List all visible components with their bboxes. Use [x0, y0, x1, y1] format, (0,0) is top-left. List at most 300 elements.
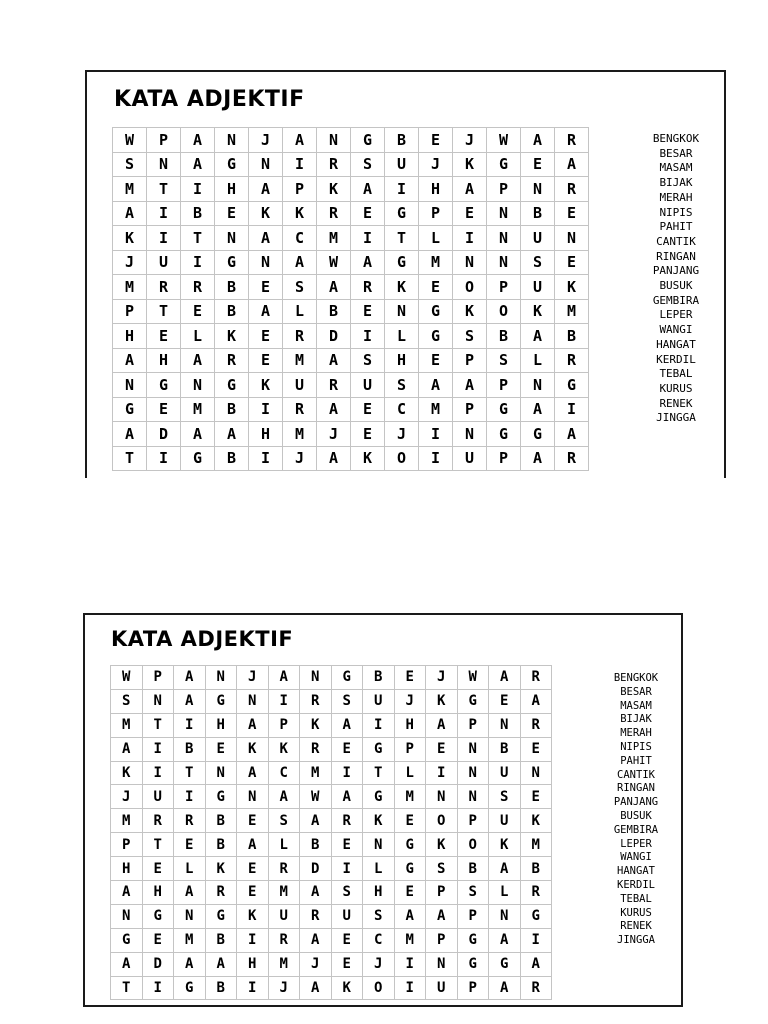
grid-cell[interactable]: M	[300, 761, 332, 785]
grid-cell[interactable]: J	[419, 152, 453, 177]
grid-cell[interactable]: K	[249, 201, 283, 226]
grid-cell[interactable]: T	[363, 761, 395, 785]
grid-cell[interactable]: K	[215, 324, 249, 349]
grid-cell[interactable]: K	[268, 737, 300, 761]
grid-cell[interactable]: U	[268, 904, 300, 928]
grid-cell[interactable]: O	[385, 446, 419, 471]
grid-cell[interactable]: I	[453, 226, 487, 251]
grid-cell[interactable]: P	[457, 713, 489, 737]
grid-cell[interactable]: R	[555, 348, 589, 373]
grid-cell[interactable]: R	[300, 737, 332, 761]
grid-cell[interactable]: S	[331, 881, 363, 905]
grid-cell[interactable]: A	[453, 373, 487, 398]
grid-cell[interactable]: K	[385, 275, 419, 300]
grid-cell[interactable]: I	[249, 397, 283, 422]
grid-cell[interactable]: S	[268, 809, 300, 833]
grid-cell[interactable]: B	[363, 666, 395, 690]
grid-cell[interactable]: T	[147, 177, 181, 202]
grid-cell[interactable]: A	[249, 177, 283, 202]
grid-cell[interactable]: I	[181, 250, 215, 275]
grid-cell[interactable]: A	[489, 928, 521, 952]
grid-cell[interactable]: G	[142, 904, 174, 928]
grid-cell[interactable]: G	[487, 397, 521, 422]
grid-cell[interactable]: N	[453, 250, 487, 275]
grid-cell[interactable]: A	[268, 785, 300, 809]
grid-cell[interactable]: I	[419, 422, 453, 447]
grid-cell[interactable]: K	[237, 737, 269, 761]
grid-cell[interactable]: R	[283, 397, 317, 422]
grid-cell[interactable]: P	[147, 128, 181, 153]
grid-cell[interactable]: P	[457, 809, 489, 833]
grid-cell[interactable]: U	[331, 904, 363, 928]
grid-cell[interactable]: O	[487, 299, 521, 324]
grid-cell[interactable]: R	[142, 809, 174, 833]
grid-cell[interactable]: S	[426, 857, 458, 881]
grid-cell[interactable]: A	[174, 689, 206, 713]
grid-cell[interactable]: A	[237, 713, 269, 737]
grid-cell[interactable]: I	[142, 761, 174, 785]
grid-cell[interactable]: E	[249, 348, 283, 373]
grid-cell[interactable]: O	[453, 275, 487, 300]
grid-cell[interactable]: G	[555, 373, 589, 398]
grid-cell[interactable]: N	[363, 833, 395, 857]
grid-cell[interactable]: G	[113, 397, 147, 422]
grid-cell[interactable]: P	[426, 928, 458, 952]
grid-cell[interactable]: J	[385, 422, 419, 447]
grid-cell[interactable]: E	[394, 881, 426, 905]
grid-cell[interactable]: L	[268, 833, 300, 857]
grid-cell[interactable]: E	[426, 737, 458, 761]
grid-cell[interactable]: A	[249, 226, 283, 251]
grid-cell[interactable]: G	[394, 833, 426, 857]
grid-cell[interactable]: K	[520, 809, 552, 833]
grid-cell[interactable]: S	[351, 152, 385, 177]
grid-cell[interactable]: S	[489, 785, 521, 809]
grid-cell[interactable]: N	[453, 422, 487, 447]
grid-cell[interactable]: J	[113, 250, 147, 275]
grid-cell[interactable]: P	[426, 881, 458, 905]
grid-cell[interactable]: J	[300, 952, 332, 976]
grid-cell[interactable]: L	[174, 857, 206, 881]
grid-cell[interactable]: E	[419, 275, 453, 300]
grid-cell[interactable]: T	[111, 976, 143, 1000]
grid-cell[interactable]: N	[205, 666, 237, 690]
grid-cell[interactable]: W	[457, 666, 489, 690]
grid-cell[interactable]: S	[283, 275, 317, 300]
grid-cell[interactable]: U	[283, 373, 317, 398]
grid-cell[interactable]: N	[520, 761, 552, 785]
grid-cell[interactable]: K	[331, 976, 363, 1000]
grid-cell[interactable]: N	[300, 666, 332, 690]
grid-cell[interactable]: N	[487, 201, 521, 226]
grid-cell[interactable]: C	[363, 928, 395, 952]
grid-cell[interactable]: P	[487, 446, 521, 471]
grid-cell[interactable]: K	[205, 857, 237, 881]
grid-cell[interactable]: L	[521, 348, 555, 373]
grid-cell[interactable]: G	[457, 689, 489, 713]
grid-cell[interactable]: K	[489, 833, 521, 857]
grid-cell[interactable]: D	[317, 324, 351, 349]
grid-cell[interactable]: A	[174, 666, 206, 690]
grid-cell[interactable]: A	[237, 761, 269, 785]
grid-cell[interactable]: E	[394, 666, 426, 690]
grid-cell[interactable]: R	[174, 809, 206, 833]
grid-cell[interactable]: E	[453, 201, 487, 226]
grid-cell[interactable]: A	[426, 904, 458, 928]
grid-cell[interactable]: I	[249, 446, 283, 471]
grid-cell[interactable]: A	[331, 713, 363, 737]
grid-cell[interactable]: I	[283, 152, 317, 177]
grid-cell[interactable]: R	[520, 881, 552, 905]
grid-cell[interactable]: N	[317, 128, 351, 153]
grid-cell[interactable]: E	[181, 299, 215, 324]
grid-cell[interactable]: T	[181, 226, 215, 251]
grid-cell[interactable]: A	[300, 881, 332, 905]
grid-cell[interactable]: L	[489, 881, 521, 905]
grid-cell[interactable]: J	[249, 128, 283, 153]
grid-cell[interactable]: W	[113, 128, 147, 153]
grid-cell[interactable]: P	[142, 666, 174, 690]
grid-cell[interactable]: M	[111, 713, 143, 737]
grid-cell[interactable]: I	[237, 976, 269, 1000]
grid-cell[interactable]: U	[426, 976, 458, 1000]
grid-cell[interactable]: A	[317, 446, 351, 471]
grid-cell[interactable]: E	[351, 422, 385, 447]
grid-cell[interactable]: A	[419, 373, 453, 398]
grid-cell[interactable]: U	[147, 250, 181, 275]
grid-cell[interactable]: M	[113, 177, 147, 202]
grid-cell[interactable]: P	[487, 275, 521, 300]
grid-cell[interactable]: A	[489, 857, 521, 881]
grid-cell[interactable]: R	[555, 446, 589, 471]
grid-cell[interactable]: I	[419, 446, 453, 471]
grid-cell[interactable]: N	[215, 128, 249, 153]
grid-cell[interactable]: I	[268, 689, 300, 713]
grid-cell[interactable]: K	[363, 809, 395, 833]
grid-cell[interactable]: K	[426, 689, 458, 713]
grid-cell[interactable]: I	[237, 928, 269, 952]
grid-cell[interactable]: N	[385, 299, 419, 324]
grid-cell[interactable]: I	[181, 177, 215, 202]
grid-cell[interactable]: G	[215, 250, 249, 275]
grid-cell[interactable]: N	[237, 689, 269, 713]
grid-cell[interactable]: A	[394, 904, 426, 928]
grid-cell[interactable]: E	[215, 201, 249, 226]
grid-cell[interactable]: S	[385, 373, 419, 398]
grid-cell[interactable]: A	[520, 689, 552, 713]
grid-cell[interactable]: J	[363, 952, 395, 976]
grid-cell[interactable]: B	[205, 833, 237, 857]
grid-cell[interactable]: A	[489, 666, 521, 690]
grid-cell[interactable]: M	[283, 348, 317, 373]
grid-cell[interactable]: A	[351, 250, 385, 275]
grid-cell[interactable]: B	[520, 857, 552, 881]
grid-cell[interactable]: G	[394, 857, 426, 881]
grid-cell[interactable]: M	[419, 250, 453, 275]
grid-cell[interactable]: U	[521, 226, 555, 251]
grid-cell[interactable]: S	[351, 348, 385, 373]
grid-cell[interactable]: E	[142, 857, 174, 881]
grid-cell[interactable]: G	[457, 928, 489, 952]
grid-cell[interactable]: R	[215, 348, 249, 373]
grid-cell[interactable]: O	[426, 809, 458, 833]
grid-cell[interactable]: A	[181, 152, 215, 177]
grid-cell[interactable]: W	[111, 666, 143, 690]
grid-cell[interactable]: A	[113, 348, 147, 373]
grid-cell[interactable]: R	[317, 201, 351, 226]
grid-cell[interactable]: G	[351, 128, 385, 153]
grid-cell[interactable]: E	[205, 737, 237, 761]
grid-cell[interactable]: J	[394, 689, 426, 713]
grid-cell[interactable]: A	[174, 881, 206, 905]
grid-cell[interactable]: L	[363, 857, 395, 881]
grid-cell[interactable]: R	[555, 177, 589, 202]
grid-cell[interactable]: K	[521, 299, 555, 324]
grid-cell[interactable]: M	[268, 952, 300, 976]
grid-cell[interactable]: A	[300, 809, 332, 833]
grid-cell[interactable]: A	[205, 952, 237, 976]
grid-cell[interactable]: M	[419, 397, 453, 422]
grid-cell[interactable]: A	[300, 976, 332, 1000]
grid-cell[interactable]: N	[426, 785, 458, 809]
grid-cell[interactable]: L	[394, 761, 426, 785]
grid-cell[interactable]: K	[555, 275, 589, 300]
grid-cell[interactable]: K	[237, 904, 269, 928]
grid-cell[interactable]: N	[489, 713, 521, 737]
grid-cell[interactable]: J	[317, 422, 351, 447]
grid-cell[interactable]: P	[487, 177, 521, 202]
grid-cell[interactable]: M	[283, 422, 317, 447]
grid-cell[interactable]: N	[147, 152, 181, 177]
grid-cell[interactable]: E	[555, 250, 589, 275]
grid-cell[interactable]: D	[300, 857, 332, 881]
grid-cell[interactable]: I	[147, 446, 181, 471]
grid-cell[interactable]: A	[181, 422, 215, 447]
grid-cell[interactable]: M	[111, 809, 143, 833]
grid-cell[interactable]: E	[394, 809, 426, 833]
grid-cell[interactable]: E	[489, 689, 521, 713]
grid-cell[interactable]: M	[555, 299, 589, 324]
grid-cell[interactable]: B	[521, 201, 555, 226]
grid-cell[interactable]: N	[205, 761, 237, 785]
grid-cell[interactable]: A	[331, 785, 363, 809]
grid-cell[interactable]: N	[237, 785, 269, 809]
grid-cell[interactable]: A	[181, 128, 215, 153]
grid-cell[interactable]: I	[394, 976, 426, 1000]
grid-cell[interactable]: A	[113, 422, 147, 447]
grid-cell[interactable]: R	[147, 275, 181, 300]
grid-cell[interactable]: P	[419, 201, 453, 226]
grid-cell[interactable]: N	[249, 250, 283, 275]
grid-cell[interactable]: W	[317, 250, 351, 275]
grid-cell[interactable]: B	[205, 809, 237, 833]
grid-cell[interactable]: B	[489, 737, 521, 761]
grid-cell[interactable]: M	[394, 785, 426, 809]
grid-cell[interactable]: J	[111, 785, 143, 809]
grid-cell[interactable]: M	[394, 928, 426, 952]
grid-cell[interactable]: P	[394, 737, 426, 761]
grid-cell[interactable]: E	[237, 809, 269, 833]
grid-cell[interactable]: O	[363, 976, 395, 1000]
grid-cell[interactable]: U	[142, 785, 174, 809]
grid-cell[interactable]: A	[317, 275, 351, 300]
grid-cell[interactable]: B	[300, 833, 332, 857]
grid-cell[interactable]: K	[249, 373, 283, 398]
grid-cell[interactable]: G	[205, 904, 237, 928]
grid-cell[interactable]: U	[363, 689, 395, 713]
grid-cell[interactable]: I	[142, 976, 174, 1000]
grid-cell[interactable]: N	[489, 904, 521, 928]
grid-cell[interactable]: J	[237, 666, 269, 690]
grid-cell[interactable]: I	[351, 324, 385, 349]
grid-cell[interactable]: K	[453, 299, 487, 324]
grid-cell[interactable]: A	[521, 397, 555, 422]
grid-cell[interactable]: M	[317, 226, 351, 251]
grid-cell[interactable]: A	[249, 299, 283, 324]
grid-cell[interactable]: G	[521, 422, 555, 447]
grid-cell[interactable]: I	[331, 857, 363, 881]
grid-cell[interactable]: E	[419, 348, 453, 373]
grid-cell[interactable]: N	[426, 952, 458, 976]
grid-cell[interactable]: E	[249, 275, 283, 300]
grid-cell[interactable]: C	[283, 226, 317, 251]
grid-cell[interactable]: J	[283, 446, 317, 471]
grid-cell[interactable]: N	[249, 152, 283, 177]
grid-cell[interactable]: H	[111, 857, 143, 881]
grid-cell[interactable]: L	[181, 324, 215, 349]
grid-cell[interactable]: R	[283, 324, 317, 349]
grid-cell[interactable]: S	[331, 689, 363, 713]
grid-cell[interactable]: D	[147, 422, 181, 447]
grid-cell[interactable]: A	[268, 666, 300, 690]
grid-cell[interactable]: J	[426, 666, 458, 690]
grid-cell[interactable]: P	[111, 833, 143, 857]
grid-cell[interactable]: H	[215, 177, 249, 202]
grid-cell[interactable]: N	[174, 904, 206, 928]
grid-cell[interactable]: J	[268, 976, 300, 1000]
grid-cell[interactable]: E	[142, 928, 174, 952]
grid-cell[interactable]: C	[385, 397, 419, 422]
grid-cell[interactable]: A	[283, 250, 317, 275]
grid-cell[interactable]: K	[283, 201, 317, 226]
grid-cell[interactable]: R	[317, 152, 351, 177]
grid-cell[interactable]: S	[113, 152, 147, 177]
grid-cell[interactable]: P	[457, 904, 489, 928]
grid-cell[interactable]: N	[215, 226, 249, 251]
grid-cell[interactable]: E	[520, 737, 552, 761]
grid-cell[interactable]: S	[457, 881, 489, 905]
grid-cell[interactable]: R	[300, 689, 332, 713]
grid-cell[interactable]: I	[363, 713, 395, 737]
grid-cell[interactable]: G	[487, 152, 521, 177]
grid-cell[interactable]: L	[419, 226, 453, 251]
grid-cell[interactable]: H	[142, 881, 174, 905]
grid-cell[interactable]: M	[113, 275, 147, 300]
grid-cell[interactable]: G	[205, 785, 237, 809]
grid-cell[interactable]: K	[351, 446, 385, 471]
grid-cell[interactable]: E	[331, 952, 363, 976]
grid-cell[interactable]: E	[249, 324, 283, 349]
grid-cell[interactable]: A	[453, 177, 487, 202]
grid-cell[interactable]: G	[215, 152, 249, 177]
grid-cell[interactable]: S	[487, 348, 521, 373]
grid-cell[interactable]: G	[147, 373, 181, 398]
grid-cell[interactable]: G	[205, 689, 237, 713]
grid-cell[interactable]: K	[426, 833, 458, 857]
grid-cell[interactable]: R	[555, 128, 589, 153]
grid-cell[interactable]: B	[385, 128, 419, 153]
grid-cell[interactable]: R	[268, 857, 300, 881]
grid-cell[interactable]: E	[520, 785, 552, 809]
grid-cell[interactable]: H	[385, 348, 419, 373]
grid-cell[interactable]: T	[174, 761, 206, 785]
grid-cell[interactable]: E	[237, 881, 269, 905]
grid-cell[interactable]: L	[385, 324, 419, 349]
grid-cell[interactable]: G	[363, 737, 395, 761]
grid-cell[interactable]: U	[385, 152, 419, 177]
grid-cell[interactable]: M	[174, 928, 206, 952]
grid-cell[interactable]: I	[174, 713, 206, 737]
grid-cell[interactable]: A	[317, 397, 351, 422]
grid-cell[interactable]: K	[300, 713, 332, 737]
grid-cell[interactable]: S	[111, 689, 143, 713]
grid-cell[interactable]: L	[283, 299, 317, 324]
grid-cell[interactable]: N	[487, 226, 521, 251]
grid-cell[interactable]: A	[111, 737, 143, 761]
grid-cell[interactable]: B	[181, 201, 215, 226]
grid-cell[interactable]: I	[555, 397, 589, 422]
grid-cell[interactable]: E	[147, 397, 181, 422]
grid-cell[interactable]: A	[300, 928, 332, 952]
grid-cell[interactable]: A	[521, 446, 555, 471]
grid-cell[interactable]: I	[426, 761, 458, 785]
grid-cell[interactable]: P	[487, 373, 521, 398]
grid-cell[interactable]: I	[142, 737, 174, 761]
grid-cell[interactable]: A	[555, 422, 589, 447]
grid-cell[interactable]: G	[174, 976, 206, 1000]
grid-cell[interactable]: W	[487, 128, 521, 153]
grid-cell[interactable]: G	[489, 952, 521, 976]
grid-cell[interactable]: A	[237, 833, 269, 857]
grid-cell[interactable]: B	[215, 299, 249, 324]
grid-cell[interactable]: A	[111, 881, 143, 905]
grid-cell[interactable]: E	[331, 928, 363, 952]
grid-cell[interactable]: G	[520, 904, 552, 928]
grid-cell[interactable]: A	[283, 128, 317, 153]
grid-cell[interactable]: A	[113, 201, 147, 226]
grid-cell[interactable]: U	[453, 446, 487, 471]
grid-cell[interactable]: N	[111, 904, 143, 928]
grid-cell[interactable]: E	[237, 857, 269, 881]
grid-cell[interactable]: A	[111, 952, 143, 976]
grid-cell[interactable]: G	[385, 250, 419, 275]
grid-cell[interactable]: N	[142, 689, 174, 713]
grid-cell[interactable]: S	[363, 904, 395, 928]
grid-cell[interactable]: I	[520, 928, 552, 952]
grid-cell[interactable]: A	[555, 152, 589, 177]
grid-cell[interactable]: P	[453, 348, 487, 373]
grid-cell[interactable]: N	[457, 737, 489, 761]
grid-cell[interactable]: J	[453, 128, 487, 153]
grid-cell[interactable]: M	[520, 833, 552, 857]
grid-cell[interactable]: C	[268, 761, 300, 785]
grid-cell[interactable]: N	[457, 785, 489, 809]
grid-cell[interactable]: B	[215, 397, 249, 422]
grid-cell[interactable]: R	[268, 928, 300, 952]
grid-cell[interactable]: A	[520, 952, 552, 976]
grid-cell[interactable]: E	[331, 737, 363, 761]
grid-cell[interactable]: U	[489, 761, 521, 785]
